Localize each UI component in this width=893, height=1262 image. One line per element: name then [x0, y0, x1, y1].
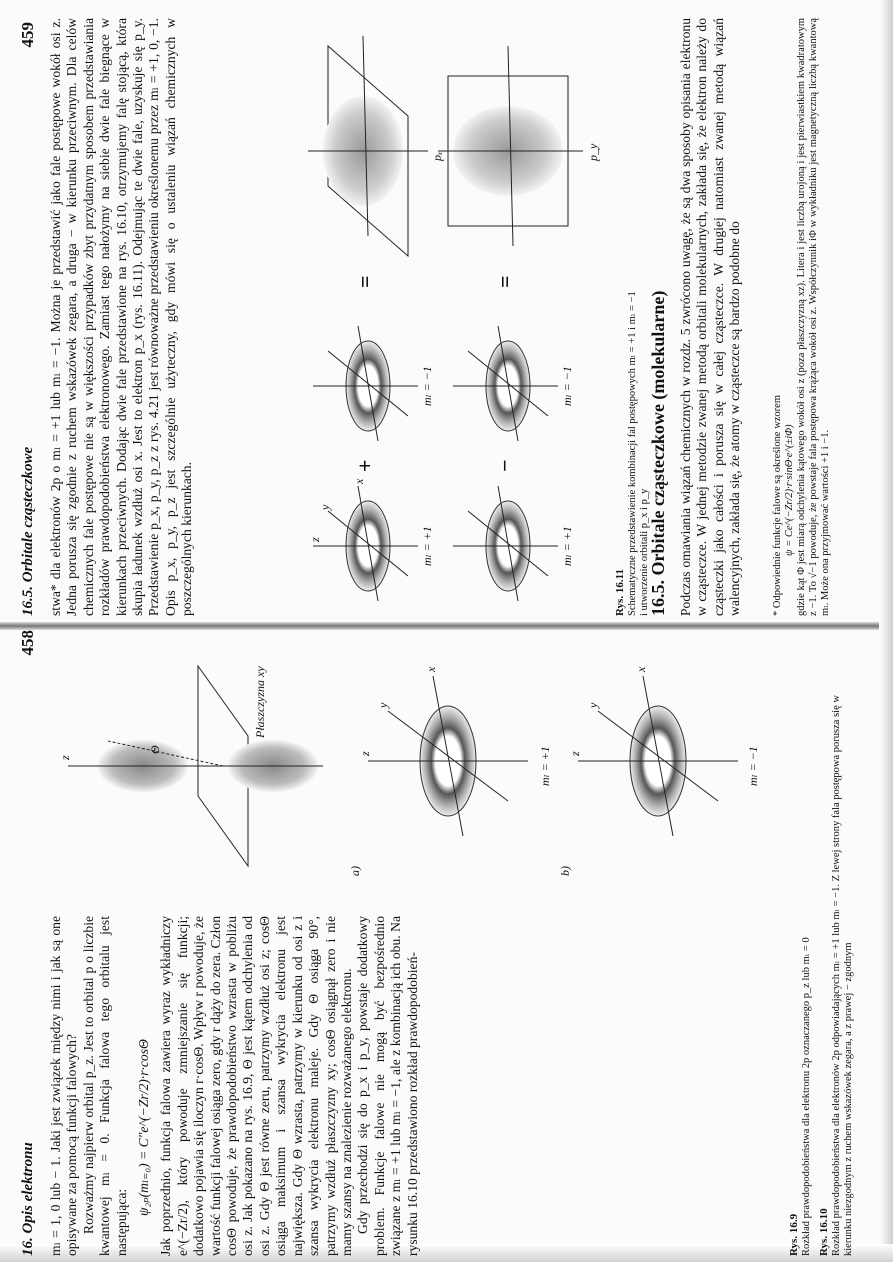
figure-16-10 [348, 646, 768, 876]
axis-x-label-b: x [634, 666, 648, 672]
equals-sign-row1: = [352, 275, 377, 288]
page-number: 458 [18, 630, 37, 656]
axis-y-label-b: y [586, 702, 600, 708]
paragraph-3: Jak poprzednio, funkcja falowa zawiera wyraz wykładniczy e^(−Zr/2), który powoduje zmniejszanie się funkcji; dodatkowo pojawia się iloczyn r·cosΘ. Wpływ r powoduje, że wartość funkcji falowej osiąga zero, gdy r dąży do zera. Człon cosΘ powoduje, że prawdopodobieństwo wzrasta w pobliżu osi z. Jak pokazano na rys. 16.9, Θ jest kątem odchylenia od osi z. Gdy Θ jest równe zeru, patrzymy wzdłuż osi z; cosΘ osiąga maksimum i szansa wykrycia elektronu jest największa. Gdy Θ wzrasta, patrzymy w kierunku od osi z i szansa wykrycia elektronu maleje. Gdy Θ osiąga 90°, patrzymy wzdłuż płaszczyzny xy; cosΘ osiągnął zero i nie mamy szansy na znalezienie rozważanego elektronu. [158, 916, 354, 1256]
ml-plus-label-row2: mₗ = +1 [560, 526, 574, 566]
equals-sign-row2: = [492, 275, 517, 288]
axis-y-label-a: y [376, 702, 390, 708]
torus-ml-plus-1-row1 [313, 486, 418, 601]
axis-z-label-a: z [358, 751, 372, 756]
axis-x-label-a: x [424, 666, 438, 672]
torus-panel-b [578, 676, 738, 836]
equation-psi-2p: ψ₂ₚ(mₗ₌₀) = C″e^(−Zr/2)·r·cosΘ [136, 1039, 152, 1216]
caption-label: Rys. 16.11 [614, 569, 626, 616]
ml-plus-label-row1: mₗ = +1 [420, 526, 434, 566]
theta-label: Θ [148, 745, 162, 754]
figure-16-9-caption [788, 696, 813, 1256]
caption-label: Rys. 16.9 [788, 1213, 800, 1256]
axis-y-label: y [318, 504, 332, 510]
paragraph-4: Gdy przechodzi się do p_x i p_y, powstaje dodatkowy problem. Funkcje falowe nie mogą być bezpośrednio związane z mₗ = +1 lub mₗ = −1, ale z kombinacją ich obu. Na rysunku 16.10 przedstawiono rozkład prawdopodobień- [355, 916, 420, 1256]
running-title: 16. Opis elektronu [20, 1142, 36, 1256]
footnote-text: gdzie kąt Φ jest miarą odchylenia kątowego wokół osi z (poza płaszczyzną xz). Litera i jest liczbą urojoną i jest pierwiastkiem kwadratowym z −1. To √−1 powoduje, że powstaje fala postępowa krążąca wokół osi z. Współczynnik iΦ w wykładniku jest magnetyczną liczbą kwantową mₗ. Może ona przyjmować wartości +1 i −1. [796, 18, 831, 616]
px-orbital [308, 36, 428, 256]
paragraph-1: mₗ = 1, 0 lub − 1. Jaki jest związek między nimi i jak są one opisywane za pomocą funkcji falowych? [48, 916, 80, 1256]
axis-z-label: z [58, 755, 72, 760]
ml-plus-label: mₗ = +1 [538, 746, 552, 786]
axis-z-label: z [308, 537, 322, 542]
figure-16-11 [308, 26, 608, 606]
axis-x-label: x [352, 478, 366, 484]
ml-minus-label-row2: mₗ = −1 [560, 366, 574, 406]
torus-ml-minus-1-row1 [313, 326, 418, 441]
body-paragraph-1 [48, 18, 196, 616]
torus-ml-minus-1-row2 [453, 326, 558, 441]
caption-label: Rys. 16.10 [818, 1208, 830, 1256]
paragraph-2: Rozważmy najpierw orbital p_z. Jest to orbital p o liczbie kwantowej mₗ = 0. Funkcja falowa tego orbitalu jest następująca: [80, 916, 129, 1256]
figure-16-10-caption [818, 656, 855, 1256]
body-text-column [48, 916, 421, 1256]
px-label: pₓ [430, 151, 444, 161]
minus-sign: − [492, 459, 517, 472]
footnote-intro: * Odpowiednie funkcje falowe są określone wzorem [772, 394, 783, 616]
figure-16-11-drawing [308, 26, 608, 606]
torus-panel-a [368, 676, 528, 836]
plane-label: Płaszczyzna xy [253, 666, 267, 738]
page-number: 459 [18, 22, 37, 48]
footnote [772, 18, 832, 616]
panel-b-label: b) [558, 866, 572, 876]
torus-ml-plus-1-row2 [453, 486, 558, 601]
paragraph-text: Podczas omawiania wiązań chemicznych w rozdz. 5 zwrócono uwagę, że są dwa sposoby opisania elektronu w cząsteczce. W jednej metodzie zwanej metodą orbitali molekularnych, zakłada się, że elektron należy do cząsteczki jako całości i porusza się w całej cząsteczce. W drugiej natomiast zwanej metodą wiązań walencyjnych, zakłada się, że atomy w cząsteczce są bardzo podobne do [678, 18, 743, 616]
footnote-equation: ψ = Ce^(−Zr/2)·r·sinΘ·e^(±iΦ) [784, 424, 795, 556]
figure-16-9 [48, 656, 328, 876]
page-458 [18, 626, 858, 1256]
plus-sign: + [352, 459, 377, 472]
page-header [18, 626, 42, 1256]
page-459 [18, 18, 858, 616]
caption-text: Schematyczne przedstawienie kombinacji fal postępowych mₗ = +1 i mₗ = −1 i utworzenie orbitali p_x i p_y [627, 291, 650, 616]
scan-edge-right [879, 0, 893, 1262]
py-label: p_y [586, 143, 600, 161]
section-heading: 16.5. Orbitale cząsteczkowe (molekularne) [648, 290, 668, 616]
figure-16-11-caption [614, 286, 651, 616]
running-title: 16.5. Orbitale cząsteczkowe [20, 446, 36, 616]
figure-16-9-drawing [48, 656, 328, 876]
py-orbital [438, 46, 583, 246]
caption-text: Rozkład prawdopodobieństwa dla elektronu 2p oznaczanego p_z lub mₗ = 0 [801, 937, 812, 1256]
caption-text: Rozkład prawdopodobieństwa dla elektronów 2p odpowiadających mₗ = +1 lub mₗ = −1. Z lewej strony fala postępowa porusza się w kierunku niezgodnym z ruchem wskazówek zegara, a z prawej − zgodnym [831, 695, 854, 1256]
body-paragraph-2 [678, 18, 744, 616]
page-header [18, 18, 42, 616]
ml-minus-label-row1: mₗ = −1 [420, 366, 434, 406]
paragraph-text: stwa* dla elektronów 2p o mₗ = +1 lub mₗ = −1. Można je przedstawić jako fale postępowe wokół osi z. Jedna porusza się zgodnie z ruchem wskazówek zegara, a druga − w kierunku przeciwnym. Dla celów chemicznych fale postępowe nie są w większości przypadków zbyt przydatnym sposobem przedstawiania rozkładów prawdopodobieństwa elektronowego. Zamiast tego nałożymy na siebie dwie fale biegnące w kierunkach przeciwnych. Dodając dwie fale przedstawione na rys. 16.10, otrzymujemy falę stojącą, która skupia ładunek wzdłuż osi x. Jest to elektron p_x (rys. 16.11). Odejmując te dwie fale, uzyskuje się p_y. Przedstawienie p_x, p_y, p_z z rys. 4.21 jest równoważne przedstawieniu określonemu przez mₗ = +1, 0, −1. Opis p_x, p_y, p_z jest szczególnie użyteczny, gdy mówi się o ustaleniu wiązań chemicznych w poszczególnych kierunkach. [48, 18, 195, 616]
axis-z-label-b: z [568, 751, 582, 756]
figure-16-10-drawing [348, 646, 768, 876]
panel-a-label: a) [348, 866, 362, 876]
ml-minus-label: mₗ = −1 [746, 746, 760, 786]
